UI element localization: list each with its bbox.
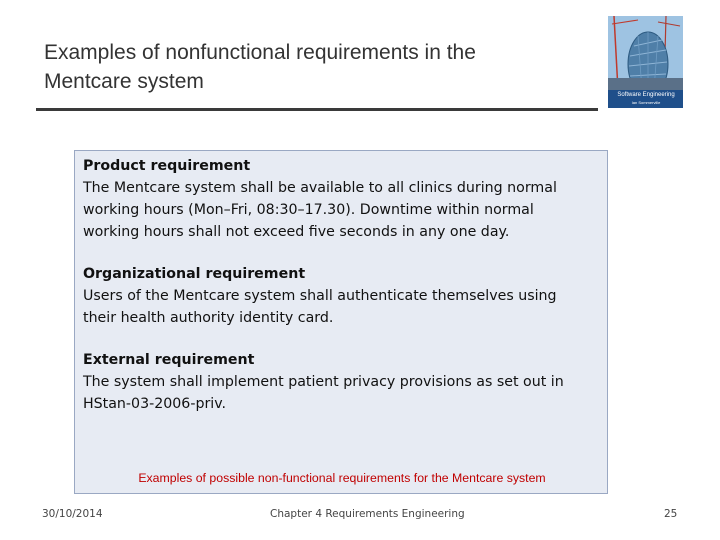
figure-caption: Examples of possible non-functional requirements for the Mentcare system [138, 471, 546, 485]
requirement-heading: Product requirement [83, 158, 251, 174]
requirement-text-line: their health authority identity card. [83, 310, 334, 326]
book-cover-author: Ian Sommerville [631, 100, 661, 105]
footer-chapter: Chapter 4 Requirements Engineering [270, 508, 465, 520]
footer-date: 30/10/2014 [42, 508, 103, 520]
footer-page-number: 25 [664, 508, 678, 520]
book-cover-image [608, 16, 683, 108]
product-requirement [83, 155, 583, 243]
requirement-text-line: working hours (Mon–Fri, 08:30–17.30). Downtime within normal [83, 202, 534, 218]
requirement-heading: External requirement [83, 352, 255, 368]
requirements-panel [74, 150, 608, 494]
slide-title-line-1: Examples of nonfunctional requirements in the [44, 41, 476, 64]
requirement-text-line: HStan-03-2006-priv. [83, 396, 227, 412]
slide-title-line-2: Mentcare system [44, 70, 204, 93]
requirement-text-line: Users of the Mentcare system shall authenticate themselves using [83, 288, 557, 304]
external-requirement [83, 349, 583, 415]
requirement-text-line: The system shall implement patient privacy provisions as set out in [83, 374, 564, 390]
slide-title [44, 38, 604, 96]
building-illustration [608, 16, 683, 90]
requirement-text-line: working hours shall not exceed five seconds in any one day. [83, 224, 510, 240]
organizational-requirement [83, 263, 583, 329]
book-cover-title: Software Engineering [617, 92, 675, 98]
requirement-text-line: The Mentcare system shall be available to all clinics during normal [83, 180, 557, 196]
requirement-heading: Organizational requirement [83, 266, 306, 282]
title-divider [36, 108, 598, 111]
